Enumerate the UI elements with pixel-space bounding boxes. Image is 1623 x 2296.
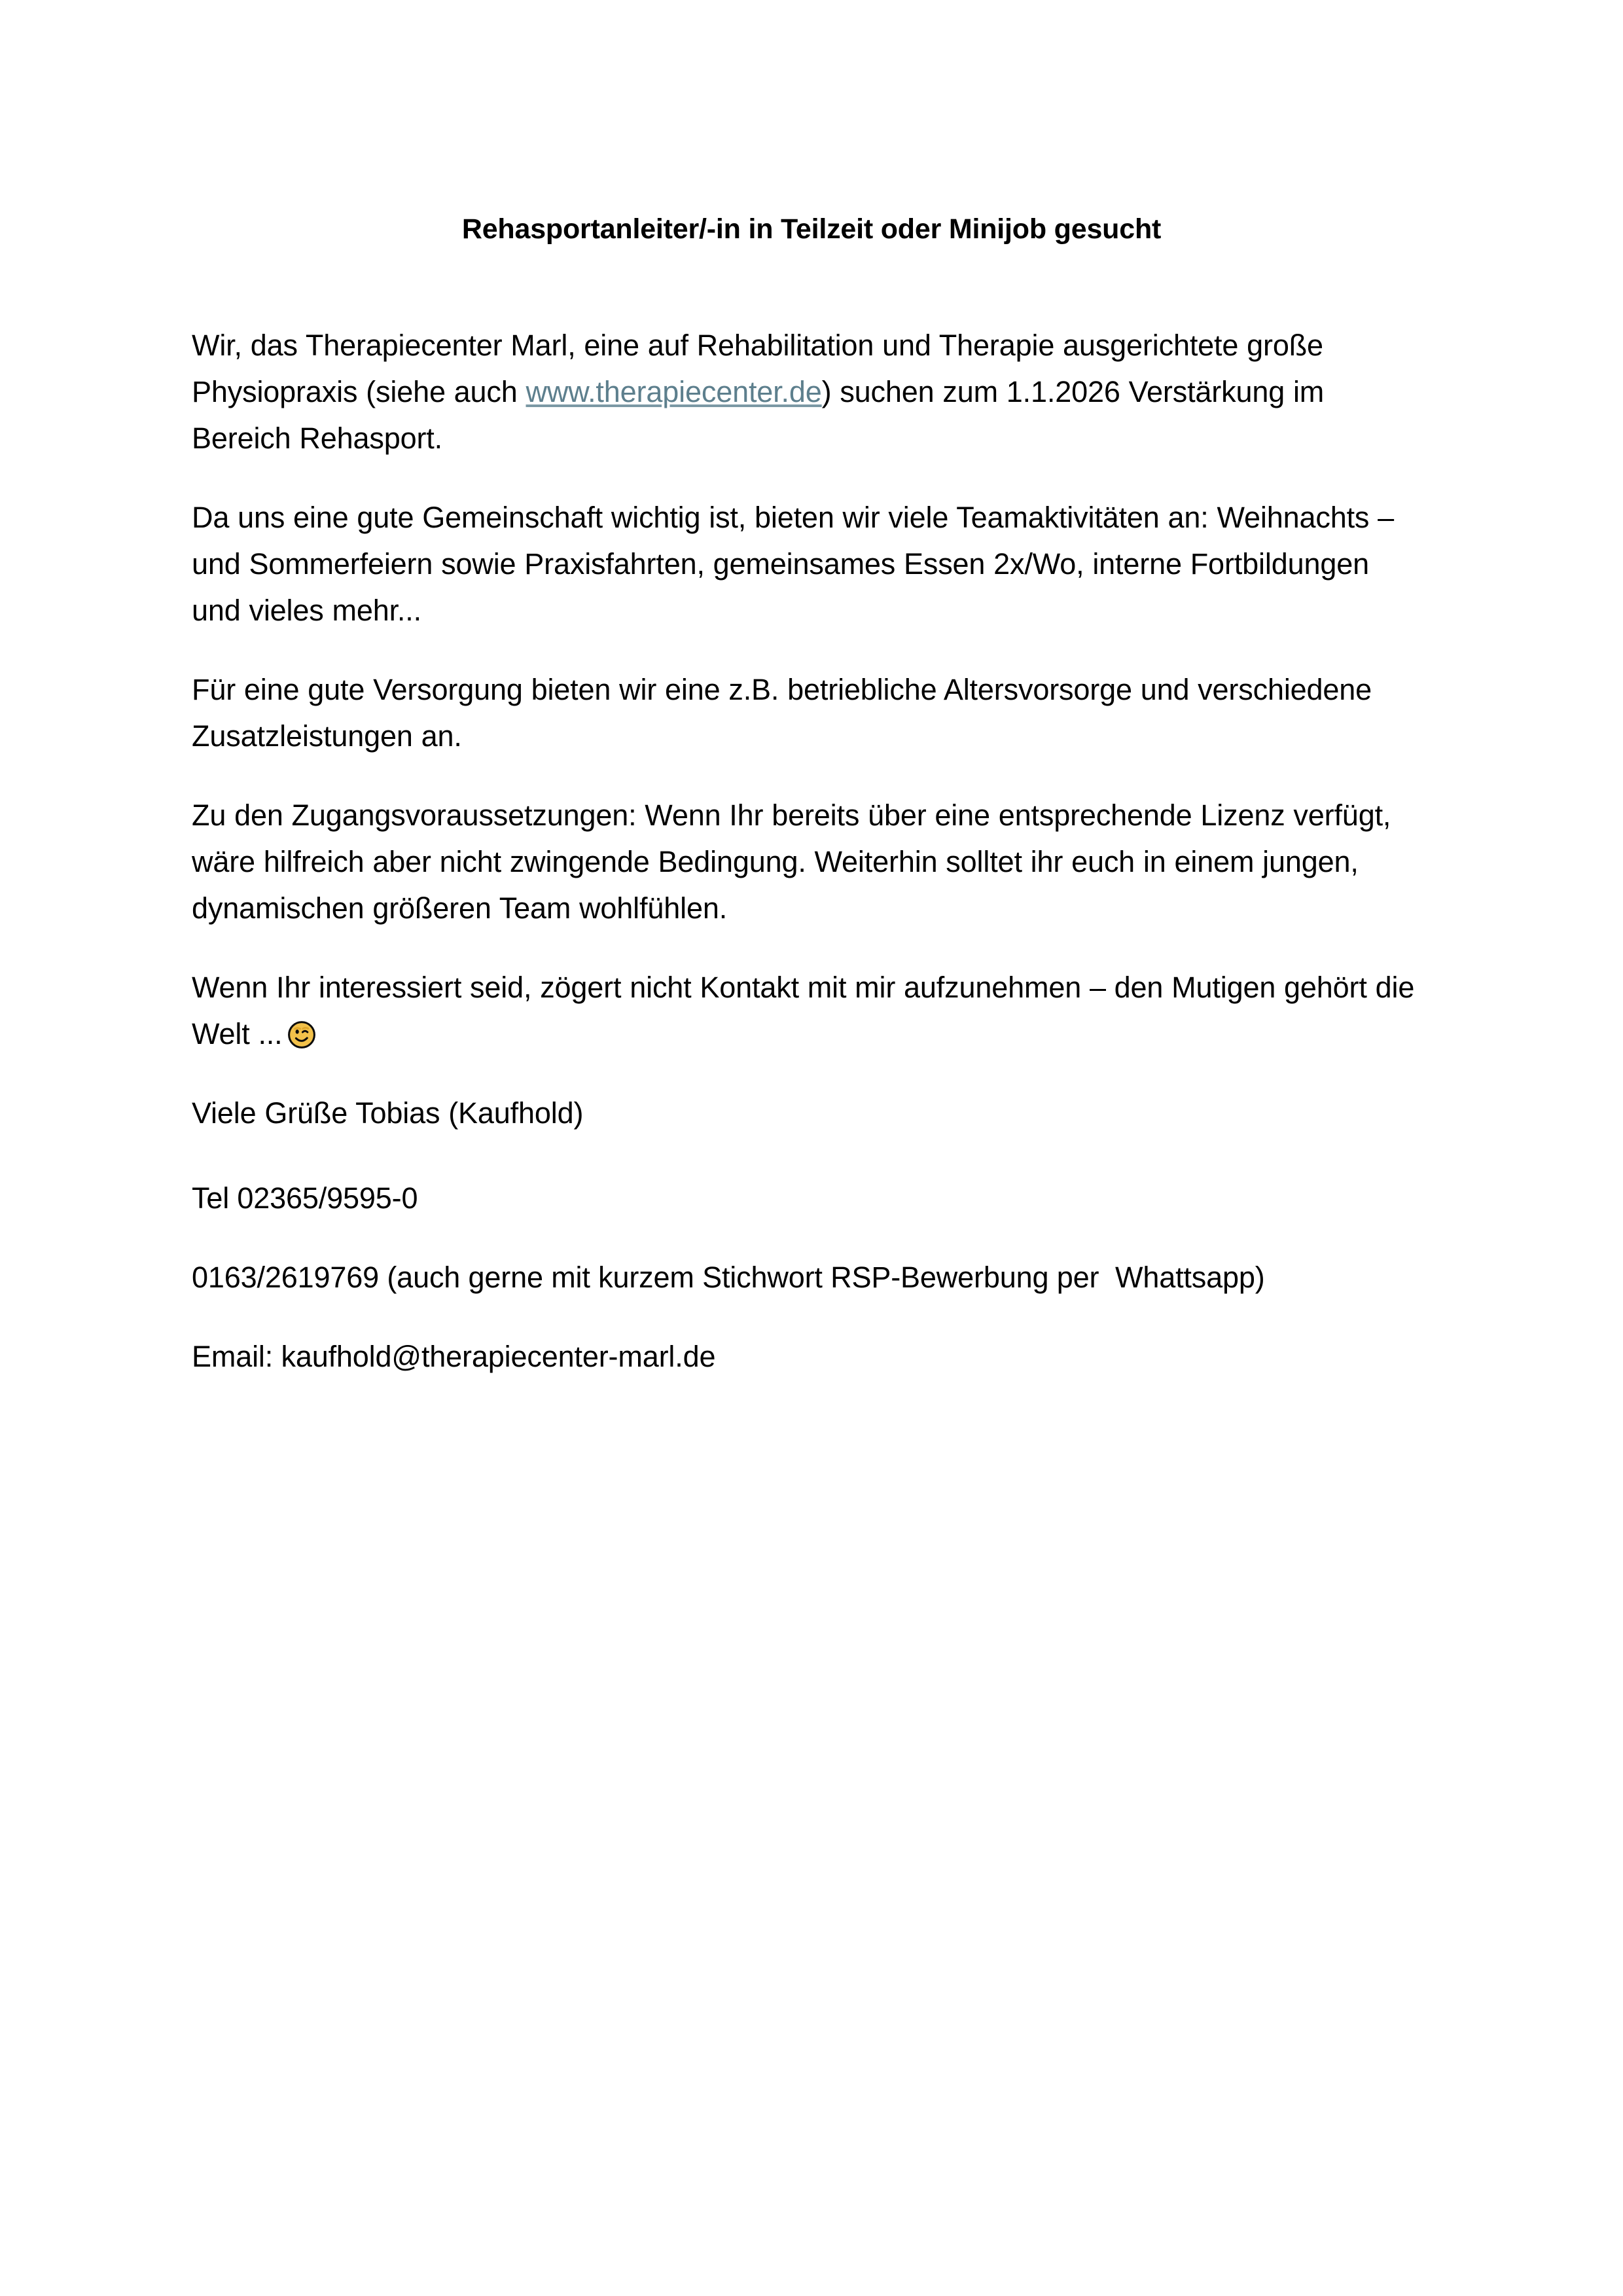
intro-text-before-link: Wir, das Therapiecenter Marl, eine auf Rehabilitation und Therapie ausgerichtete große Physiopraxis (siehe auch xyxy=(192,329,1323,408)
paragraph-intro xyxy=(192,322,1416,461)
intro-text-after-link: ) suchen zum 1.1.2026 Verstärkung im Bereich Rehasport. xyxy=(192,375,1325,455)
contact-phone: Tel 02365/9595-0 xyxy=(192,1181,418,1215)
therapiecenter-website-link[interactable]: www.therapiecenter.de xyxy=(526,375,822,408)
page-title: Rehasportanleiter/-in in Teilzeit oder Minijob gesucht xyxy=(461,213,1162,245)
paragraph-community: Da uns eine gute Gemeinschaft wichtig ist, bieten wir viele Teamaktivitäten an: Weihnachts – und Sommerfeiern sowie Praxisfahrten, gemeinsames Essen 2x/Wo, interne Fortbildungen und vieles mehr... xyxy=(192,501,1394,627)
paragraph-call-to-action xyxy=(192,964,1416,1057)
contact-mobile: 0163/2619769 (auch gerne mit kurzem Stichwort RSP-Bewerbung per Whattsapp) xyxy=(192,1261,1265,1294)
document-body xyxy=(192,322,1416,1136)
paragraph-requirements: Zu den Zugangsvoraussetzungen: Wenn Ihr bereits über eine entsprechende Lizenz verfügt, wäre hilfreich aber nicht zwingende Bedingung. Weiterhin solltet ihr euch in einem jungen, dynamischen größeren Team wohlfühlen. xyxy=(192,798,1391,925)
contact-details xyxy=(192,1175,1435,1380)
paragraph-benefits: Für eine gute Versorgung bieten wir eine z.B. betriebliche Altersvorsorge und verschiedene Zusatzleistungen an. xyxy=(192,673,1372,753)
contact-email: Email: kaufhold@therapiecenter-marl.de xyxy=(192,1340,716,1373)
winking-face-icon xyxy=(287,1016,317,1047)
call-to-action-text: Wenn Ihr interessiert seid, zögert nicht Kontakt mit mir aufzunehmen – den Mutigen gehört die Welt ... xyxy=(192,971,1415,1050)
paragraph-signature: Viele Grüße Tobias (Kaufhold) xyxy=(192,1096,584,1130)
